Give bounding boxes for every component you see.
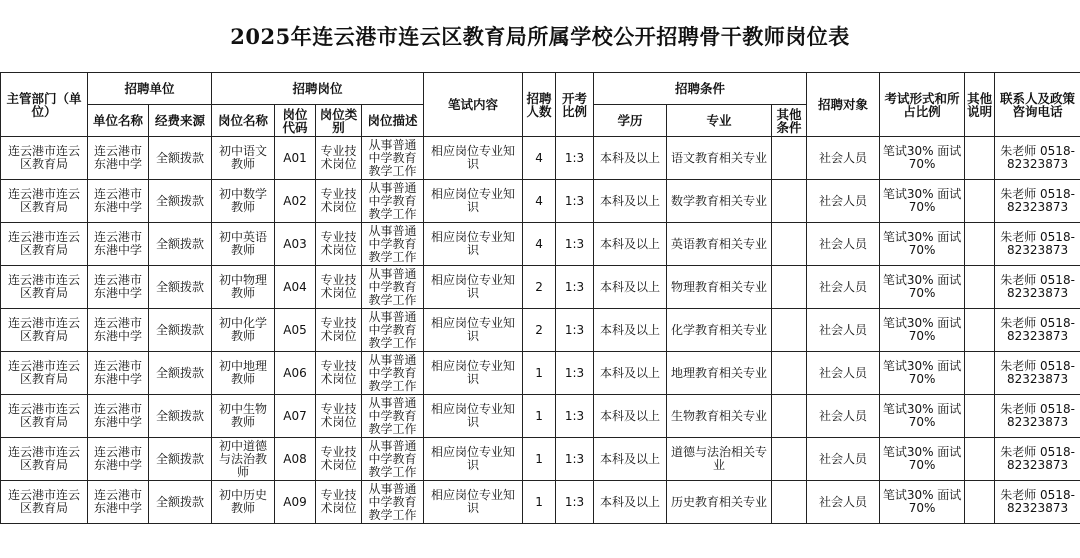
header-edu: 学历: [594, 105, 667, 137]
post-name-cell: 初中化学教师: [212, 309, 275, 352]
edu-cell: 本科及以上: [594, 180, 667, 223]
header-post-name: 岗位名称: [212, 105, 275, 137]
other-cell: [772, 438, 807, 481]
table-row: [1, 395, 1080, 438]
post-type-cell: 专业技术岗位: [316, 395, 362, 438]
ratio-cell: 1:3: [556, 137, 594, 180]
other-cell: [772, 137, 807, 180]
major-cell: 语文教育相关专业: [667, 137, 772, 180]
exam-cell: 相应岗位专业知识: [424, 395, 523, 438]
exam-cell: 相应岗位专业知识: [424, 137, 523, 180]
edu-cell: 本科及以上: [594, 223, 667, 266]
exam-cell: 相应岗位专业知识: [424, 223, 523, 266]
note-cell: [965, 180, 995, 223]
header-fund: 经费来源: [149, 105, 212, 137]
target-cell: 社会人员: [807, 352, 880, 395]
other-cell: [772, 395, 807, 438]
recruitment-table: [0, 72, 1080, 524]
other-cell: [772, 309, 807, 352]
dept-cell: 连云港市连云区教育局: [1, 309, 88, 352]
table-row: [1, 309, 1080, 352]
note-cell: [965, 481, 995, 524]
contact-cell: 朱老师 0518-82323873: [995, 309, 1080, 352]
form-cell: 笔试30% 面试70%: [880, 137, 965, 180]
note-cell: [965, 352, 995, 395]
post-name-cell: 初中数学教师: [212, 180, 275, 223]
form-cell: 笔试30% 面试70%: [880, 180, 965, 223]
table-row: [1, 180, 1080, 223]
header-note: 其他说明: [965, 73, 995, 137]
count-cell: 4: [523, 223, 556, 266]
unit-cell: 连云港市东港中学: [88, 266, 149, 309]
contact-cell: 朱老师 0518-82323873: [995, 223, 1080, 266]
header-count: 招聘人数: [523, 73, 556, 137]
dept-cell: 连云港市连云区教育局: [1, 481, 88, 524]
count-cell: 1: [523, 352, 556, 395]
post-desc-cell: 从事普通中学教育教学工作: [362, 223, 424, 266]
contact-cell: 朱老师 0518-82323873: [995, 395, 1080, 438]
target-cell: 社会人员: [807, 266, 880, 309]
header-post-type: 岗位类别: [316, 105, 362, 137]
dept-cell: 连云港市连云区教育局: [1, 266, 88, 309]
major-cell: 地理教育相关专业: [667, 352, 772, 395]
form-cell: 笔试30% 面试70%: [880, 266, 965, 309]
unit-cell: 连云港市东港中学: [88, 309, 149, 352]
post-name-cell: 初中生物教师: [212, 395, 275, 438]
contact-cell: 朱老师 0518-82323873: [995, 352, 1080, 395]
table-row: [1, 481, 1080, 524]
post-name-cell: 初中语文教师: [212, 137, 275, 180]
major-cell: 道德与法治相关专业: [667, 438, 772, 481]
count-cell: 2: [523, 266, 556, 309]
fund-cell: 全额拨款: [149, 352, 212, 395]
table-row: [1, 266, 1080, 309]
post-desc-cell: 从事普通中学教育教学工作: [362, 266, 424, 309]
dept-cell: 连云港市连云区教育局: [1, 223, 88, 266]
dept-cell: 连云港市连云区教育局: [1, 180, 88, 223]
dept-cell: 连云港市连云区教育局: [1, 137, 88, 180]
post-type-cell: 专业技术岗位: [316, 352, 362, 395]
form-cell: 笔试30% 面试70%: [880, 223, 965, 266]
unit-cell: 连云港市东港中学: [88, 481, 149, 524]
form-cell: 笔试30% 面试70%: [880, 481, 965, 524]
post-name-cell: 初中地理教师: [212, 352, 275, 395]
edu-cell: 本科及以上: [594, 309, 667, 352]
post-desc-cell: 从事普通中学教育教学工作: [362, 137, 424, 180]
unit-cell: 连云港市东港中学: [88, 438, 149, 481]
form-cell: 笔试30% 面试70%: [880, 352, 965, 395]
other-cell: [772, 481, 807, 524]
fund-cell: 全额拨款: [149, 223, 212, 266]
dept-cell: 连云港市连云区教育局: [1, 352, 88, 395]
contact-cell: 朱老师 0518-82323873: [995, 180, 1080, 223]
post-code-cell: A01: [275, 137, 316, 180]
ratio-cell: 1:3: [556, 309, 594, 352]
header-cond-group: 招聘条件: [594, 73, 807, 105]
post-type-cell: 专业技术岗位: [316, 137, 362, 180]
edu-cell: 本科及以上: [594, 481, 667, 524]
fund-cell: 全额拨款: [149, 395, 212, 438]
post-type-cell: 专业技术岗位: [316, 438, 362, 481]
post-code-cell: A05: [275, 309, 316, 352]
header-other: 其他条件: [772, 105, 807, 137]
count-cell: 1: [523, 395, 556, 438]
post-type-cell: 专业技术岗位: [316, 223, 362, 266]
major-cell: 物理教育相关专业: [667, 266, 772, 309]
note-cell: [965, 309, 995, 352]
header-unit-name: 单位名称: [88, 105, 149, 137]
count-cell: 4: [523, 180, 556, 223]
post-type-cell: 专业技术岗位: [316, 481, 362, 524]
post-desc-cell: 从事普通中学教育教学工作: [362, 438, 424, 481]
post-desc-cell: 从事普通中学教育教学工作: [362, 481, 424, 524]
post-code-cell: A03: [275, 223, 316, 266]
ratio-cell: 1:3: [556, 180, 594, 223]
unit-cell: 连云港市东港中学: [88, 137, 149, 180]
note-cell: [965, 137, 995, 180]
other-cell: [772, 266, 807, 309]
table-row: [1, 137, 1080, 180]
ratio-cell: 1:3: [556, 266, 594, 309]
exam-cell: 相应岗位专业知识: [424, 352, 523, 395]
major-cell: 化学教育相关专业: [667, 309, 772, 352]
post-desc-cell: 从事普通中学教育教学工作: [362, 352, 424, 395]
fund-cell: 全额拨款: [149, 481, 212, 524]
post-desc-cell: 从事普通中学教育教学工作: [362, 309, 424, 352]
exam-cell: 相应岗位专业知识: [424, 438, 523, 481]
contact-cell: 朱老师 0518-82323873: [995, 137, 1080, 180]
dept-cell: 连云港市连云区教育局: [1, 395, 88, 438]
header-contact: 联系人及政策咨询电话: [995, 73, 1080, 137]
post-name-cell: 初中物理教师: [212, 266, 275, 309]
edu-cell: 本科及以上: [594, 266, 667, 309]
edu-cell: 本科及以上: [594, 137, 667, 180]
table-row: [1, 438, 1080, 481]
post-desc-cell: 从事普通中学教育教学工作: [362, 395, 424, 438]
form-cell: 笔试30% 面试70%: [880, 395, 965, 438]
ratio-cell: 1:3: [556, 223, 594, 266]
unit-cell: 连云港市东港中学: [88, 180, 149, 223]
header-dept: 主管部门（单位）: [1, 73, 88, 137]
header-target: 招聘对象: [807, 73, 880, 137]
count-cell: 1: [523, 438, 556, 481]
post-code-cell: A06: [275, 352, 316, 395]
post-code-cell: A02: [275, 180, 316, 223]
unit-cell: 连云港市东港中学: [88, 223, 149, 266]
major-cell: 历史教育相关专业: [667, 481, 772, 524]
unit-cell: 连云港市东港中学: [88, 352, 149, 395]
exam-cell: 相应岗位专业知识: [424, 266, 523, 309]
fund-cell: 全额拨款: [149, 137, 212, 180]
exam-cell: 相应岗位专业知识: [424, 309, 523, 352]
post-code-cell: A09: [275, 481, 316, 524]
target-cell: 社会人员: [807, 223, 880, 266]
post-code-cell: A08: [275, 438, 316, 481]
other-cell: [772, 223, 807, 266]
post-name-cell: 初中道德与法治教师: [212, 438, 275, 481]
edu-cell: 本科及以上: [594, 352, 667, 395]
edu-cell: 本科及以上: [594, 395, 667, 438]
major-cell: 英语教育相关专业: [667, 223, 772, 266]
header-ratio: 开考比例: [556, 73, 594, 137]
exam-cell: 相应岗位专业知识: [424, 180, 523, 223]
fund-cell: 全额拨款: [149, 309, 212, 352]
edu-cell: 本科及以上: [594, 438, 667, 481]
ratio-cell: 1:3: [556, 438, 594, 481]
ratio-cell: 1:3: [556, 352, 594, 395]
header-post-code: 岗位代码: [275, 105, 316, 137]
page-title: 2025年连云港市连云区教育局所属学校公开招聘骨干教师岗位表: [230, 24, 850, 49]
target-cell: 社会人员: [807, 395, 880, 438]
header-post-group: 招聘岗位: [212, 73, 424, 105]
note-cell: [965, 266, 995, 309]
fund-cell: 全额拨款: [149, 438, 212, 481]
post-code-cell: A07: [275, 395, 316, 438]
target-cell: 社会人员: [807, 438, 880, 481]
header-post-desc: 岗位描述: [362, 105, 424, 137]
note-cell: [965, 395, 995, 438]
unit-cell: 连云港市东港中学: [88, 395, 149, 438]
count-cell: 1: [523, 481, 556, 524]
ratio-cell: 1:3: [556, 481, 594, 524]
contact-cell: 朱老师 0518-82323873: [995, 266, 1080, 309]
dept-cell: 连云港市连云区教育局: [1, 438, 88, 481]
contact-cell: 朱老师 0518-82323873: [995, 481, 1080, 524]
post-type-cell: 专业技术岗位: [316, 309, 362, 352]
post-name-cell: 初中历史教师: [212, 481, 275, 524]
fund-cell: 全额拨款: [149, 266, 212, 309]
header-form: 考试形式和所占比例: [880, 73, 965, 137]
target-cell: 社会人员: [807, 137, 880, 180]
post-name-cell: 初中英语教师: [212, 223, 275, 266]
header-unit-group: 招聘单位: [88, 73, 212, 105]
target-cell: 社会人员: [807, 309, 880, 352]
count-cell: 2: [523, 309, 556, 352]
major-cell: 生物教育相关专业: [667, 395, 772, 438]
ratio-cell: 1:3: [556, 395, 594, 438]
post-type-cell: 专业技术岗位: [316, 180, 362, 223]
count-cell: 4: [523, 137, 556, 180]
table-row: [1, 223, 1080, 266]
form-cell: 笔试30% 面试70%: [880, 438, 965, 481]
contact-cell: 朱老师 0518-82323873: [995, 438, 1080, 481]
target-cell: 社会人员: [807, 481, 880, 524]
note-cell: [965, 223, 995, 266]
form-cell: 笔试30% 面试70%: [880, 309, 965, 352]
other-cell: [772, 180, 807, 223]
post-code-cell: A04: [275, 266, 316, 309]
target-cell: 社会人员: [807, 180, 880, 223]
exam-cell: 相应岗位专业知识: [424, 481, 523, 524]
post-desc-cell: 从事普通中学教育教学工作: [362, 180, 424, 223]
post-type-cell: 专业技术岗位: [316, 266, 362, 309]
other-cell: [772, 352, 807, 395]
header-major: 专业: [667, 105, 772, 137]
note-cell: [965, 438, 995, 481]
table-row: [1, 352, 1080, 395]
major-cell: 数学教育相关专业: [667, 180, 772, 223]
fund-cell: 全额拨款: [149, 180, 212, 223]
header-exam: 笔试内容: [424, 73, 523, 137]
